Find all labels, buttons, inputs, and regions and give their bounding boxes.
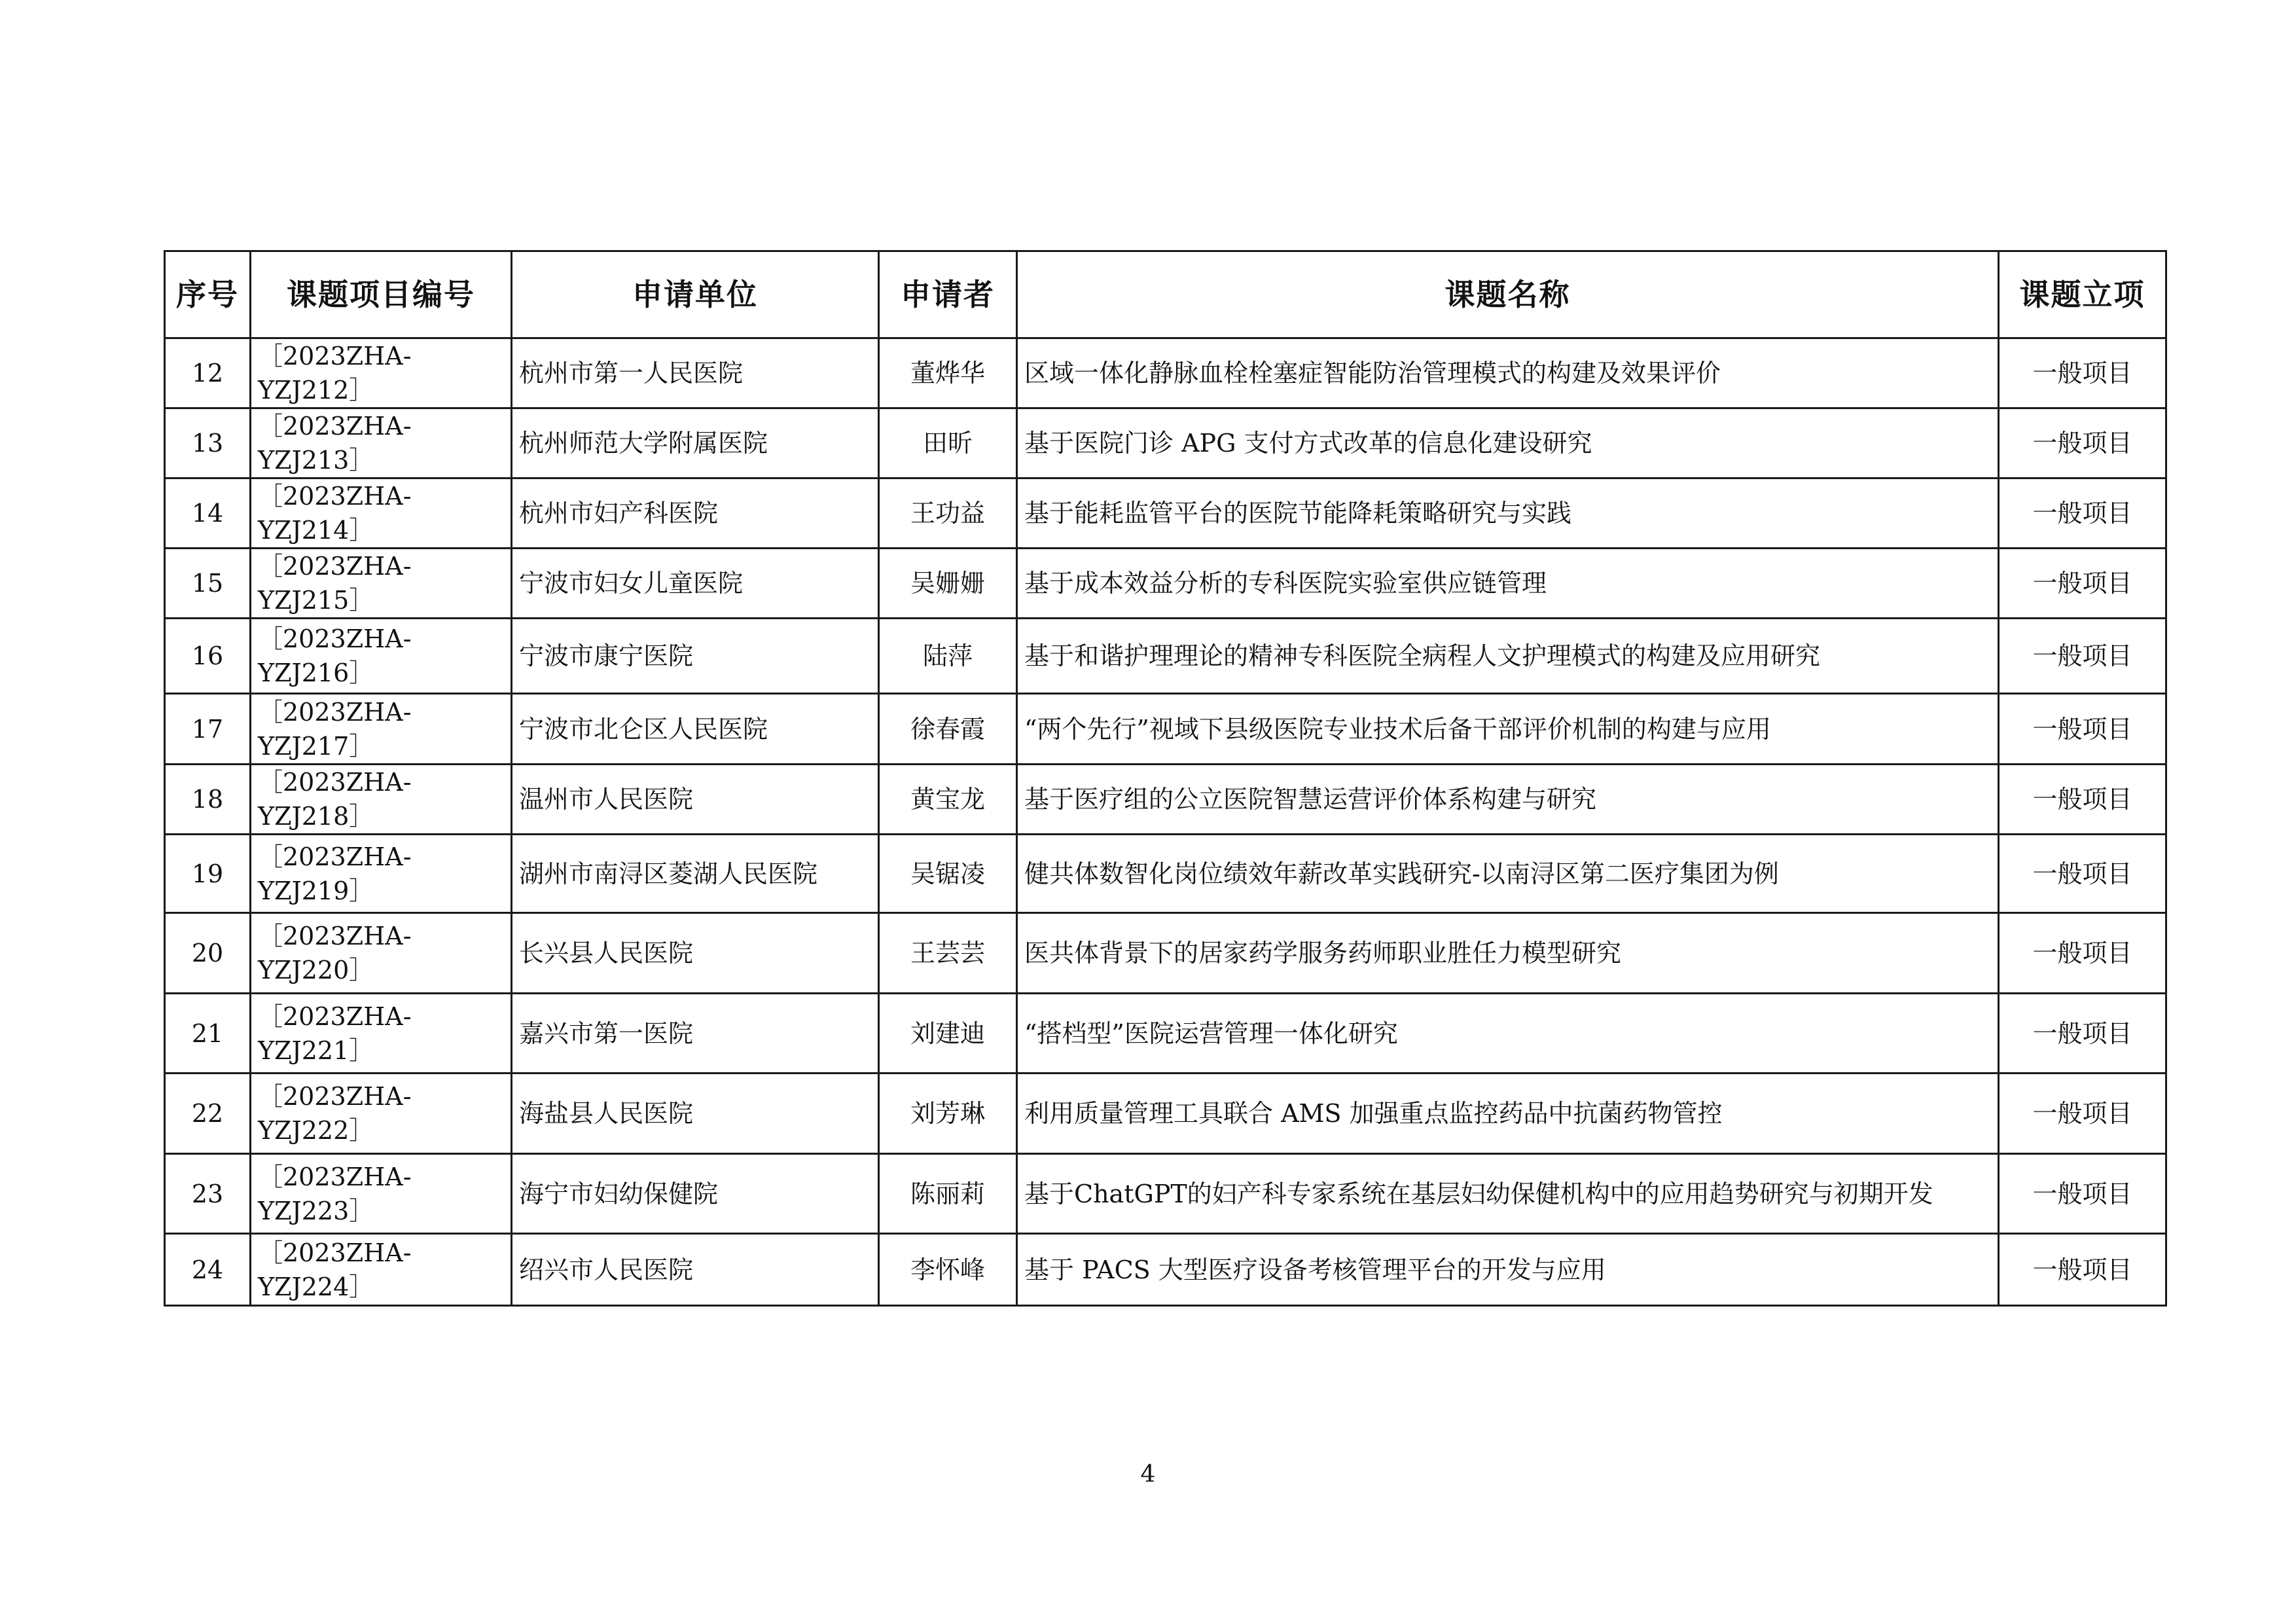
table-body xyxy=(165,338,2166,1306)
cell-project-title: 利用质量管理工具联合 AMS 加强重点监控药品中抗菌药物管控 xyxy=(1017,1074,1999,1154)
cell-project-title: 基于医疗组的公立医院智慧运营评价体系构建与研究 xyxy=(1017,765,1999,835)
cell-project-status: 一般项目 xyxy=(1999,619,2166,694)
cell-seq: 21 xyxy=(165,994,251,1074)
cell-seq: 12 xyxy=(165,338,251,408)
cell-applicant: 吴姗姗 xyxy=(879,549,1017,619)
cell-applicant-unit: 杭州市第一人民医院 xyxy=(512,338,879,408)
page-number: 4 xyxy=(1140,1461,1156,1488)
table-row xyxy=(165,338,2166,408)
cell-seq: 16 xyxy=(165,619,251,694)
cell-project-code: ［2023ZHA-YZJ224］ xyxy=(251,1234,512,1306)
cell-applicant-unit: 杭州师范大学附属医院 xyxy=(512,408,879,478)
cell-applicant: 黄宝龙 xyxy=(879,765,1017,835)
cell-applicant-unit: 绍兴市人民医院 xyxy=(512,1234,879,1306)
cell-project-code: ［2023ZHA-YZJ222］ xyxy=(251,1074,512,1154)
cell-project-status: 一般项目 xyxy=(1999,913,2166,994)
cell-project-title: 基于医院门诊 APG 支付方式改革的信息化建设研究 xyxy=(1017,408,1999,478)
cell-applicant-unit: 杭州市妇产科医院 xyxy=(512,478,879,549)
cell-applicant: 徐春霞 xyxy=(879,694,1017,765)
cell-applicant-unit: 长兴县人民医院 xyxy=(512,913,879,994)
header-status: 课题立项 xyxy=(1999,251,2166,338)
table-row xyxy=(165,913,2166,994)
cell-applicant: 陈丽莉 xyxy=(879,1154,1017,1234)
cell-seq: 24 xyxy=(165,1234,251,1306)
cell-project-title: 基于和谐护理理论的精神专科医院全病程人文护理模式的构建及应用研究 xyxy=(1017,619,1999,694)
cell-seq: 15 xyxy=(165,549,251,619)
header-unit: 申请单位 xyxy=(512,251,879,338)
cell-applicant: 王芸芸 xyxy=(879,913,1017,994)
cell-applicant: 董烨华 xyxy=(879,338,1017,408)
cell-project-code: ［2023ZHA-YZJ214］ xyxy=(251,478,512,549)
cell-project-title: 基于成本效益分析的专科医院实验室供应链管理 xyxy=(1017,549,1999,619)
cell-project-status: 一般项目 xyxy=(1999,408,2166,478)
cell-seq: 19 xyxy=(165,835,251,913)
table-row xyxy=(165,1074,2166,1154)
cell-applicant-unit: 宁波市妇女儿童医院 xyxy=(512,549,879,619)
cell-project-title: 基于 PACS 大型医疗设备考核管理平台的开发与应用 xyxy=(1017,1234,1999,1306)
cell-applicant-unit: 嘉兴市第一医院 xyxy=(512,994,879,1074)
cell-project-title: “搭档型”医院运营管理一体化研究 xyxy=(1017,994,1999,1074)
cell-applicant: 王功益 xyxy=(879,478,1017,549)
cell-project-status: 一般项目 xyxy=(1999,549,2166,619)
cell-applicant: 田昕 xyxy=(879,408,1017,478)
cell-applicant-unit: 宁波市北仑区人民医院 xyxy=(512,694,879,765)
cell-seq: 17 xyxy=(165,694,251,765)
cell-applicant: 刘建迪 xyxy=(879,994,1017,1074)
table-row xyxy=(165,478,2166,549)
cell-applicant: 吴锯凌 xyxy=(879,835,1017,913)
cell-seq: 20 xyxy=(165,913,251,994)
cell-project-title: 基于能耗监管平台的医院节能降耗策略研究与实践 xyxy=(1017,478,1999,549)
cell-project-code: ［2023ZHA-YZJ213］ xyxy=(251,408,512,478)
cell-project-status: 一般项目 xyxy=(1999,1154,2166,1234)
cell-project-title: 基于ChatGPT的妇产科专家系统在基层妇幼保健机构中的应用趋势研究与初期开发 xyxy=(1017,1154,1999,1234)
table-row xyxy=(165,408,2166,478)
table-row xyxy=(165,694,2166,765)
cell-seq: 18 xyxy=(165,765,251,835)
cell-project-code: ［2023ZHA-YZJ218］ xyxy=(251,765,512,835)
cell-project-code: ［2023ZHA-YZJ223］ xyxy=(251,1154,512,1234)
cell-project-title: 区域一体化静脉血栓栓塞症智能防治管理模式的构建及效果评价 xyxy=(1017,338,1999,408)
header-applicant: 申请者 xyxy=(879,251,1017,338)
cell-project-code: ［2023ZHA-YZJ220］ xyxy=(251,913,512,994)
table-row xyxy=(165,835,2166,913)
table-row xyxy=(165,1154,2166,1234)
header-title: 课题名称 xyxy=(1017,251,1999,338)
cell-project-status: 一般项目 xyxy=(1999,765,2166,835)
cell-seq: 23 xyxy=(165,1154,251,1234)
table-row xyxy=(165,1234,2166,1306)
cell-project-status: 一般项目 xyxy=(1999,835,2166,913)
cell-project-status: 一般项目 xyxy=(1999,1074,2166,1154)
cell-project-status: 一般项目 xyxy=(1999,1234,2166,1306)
cell-project-status: 一般项目 xyxy=(1999,478,2166,549)
cell-applicant-unit: 海宁市妇幼保健院 xyxy=(512,1154,879,1234)
cell-seq: 13 xyxy=(165,408,251,478)
table-header xyxy=(165,251,2166,338)
cell-project-code: ［2023ZHA-YZJ215］ xyxy=(251,549,512,619)
cell-applicant-unit: 湖州市南浔区菱湖人民医院 xyxy=(512,835,879,913)
header-row xyxy=(165,251,2166,338)
header-seq: 序号 xyxy=(165,251,251,338)
header-code: 课题项目编号 xyxy=(251,251,512,338)
cell-applicant: 李怀峰 xyxy=(879,1234,1017,1306)
cell-project-title: 健共体数智化岗位绩效年薪改革实践研究-以南浔区第二医疗集团为例 xyxy=(1017,835,1999,913)
cell-applicant: 陆萍 xyxy=(879,619,1017,694)
cell-project-status: 一般项目 xyxy=(1999,694,2166,765)
project-table xyxy=(164,250,2167,1307)
cell-project-status: 一般项目 xyxy=(1999,338,2166,408)
cell-seq: 14 xyxy=(165,478,251,549)
cell-project-code: ［2023ZHA-YZJ217］ xyxy=(251,694,512,765)
table-row xyxy=(165,619,2166,694)
cell-project-code: ［2023ZHA-YZJ219］ xyxy=(251,835,512,913)
cell-applicant: 刘芳琳 xyxy=(879,1074,1017,1154)
cell-seq: 22 xyxy=(165,1074,251,1154)
cell-applicant-unit: 海盐县人民医院 xyxy=(512,1074,879,1154)
cell-project-title: 医共体背景下的居家药学服务药师职业胜任力模型研究 xyxy=(1017,913,1999,994)
table-row xyxy=(165,549,2166,619)
cell-project-title: “两个先行”视域下县级医院专业技术后备干部评价机制的构建与应用 xyxy=(1017,694,1999,765)
cell-project-code: ［2023ZHA-YZJ216］ xyxy=(251,619,512,694)
cell-applicant-unit: 温州市人民医院 xyxy=(512,765,879,835)
table-row xyxy=(165,994,2166,1074)
cell-project-status: 一般项目 xyxy=(1999,994,2166,1074)
cell-applicant-unit: 宁波市康宁医院 xyxy=(512,619,879,694)
cell-project-code: ［2023ZHA-YZJ221］ xyxy=(251,994,512,1074)
table-row xyxy=(165,765,2166,835)
cell-project-code: ［2023ZHA-YZJ212］ xyxy=(251,338,512,408)
